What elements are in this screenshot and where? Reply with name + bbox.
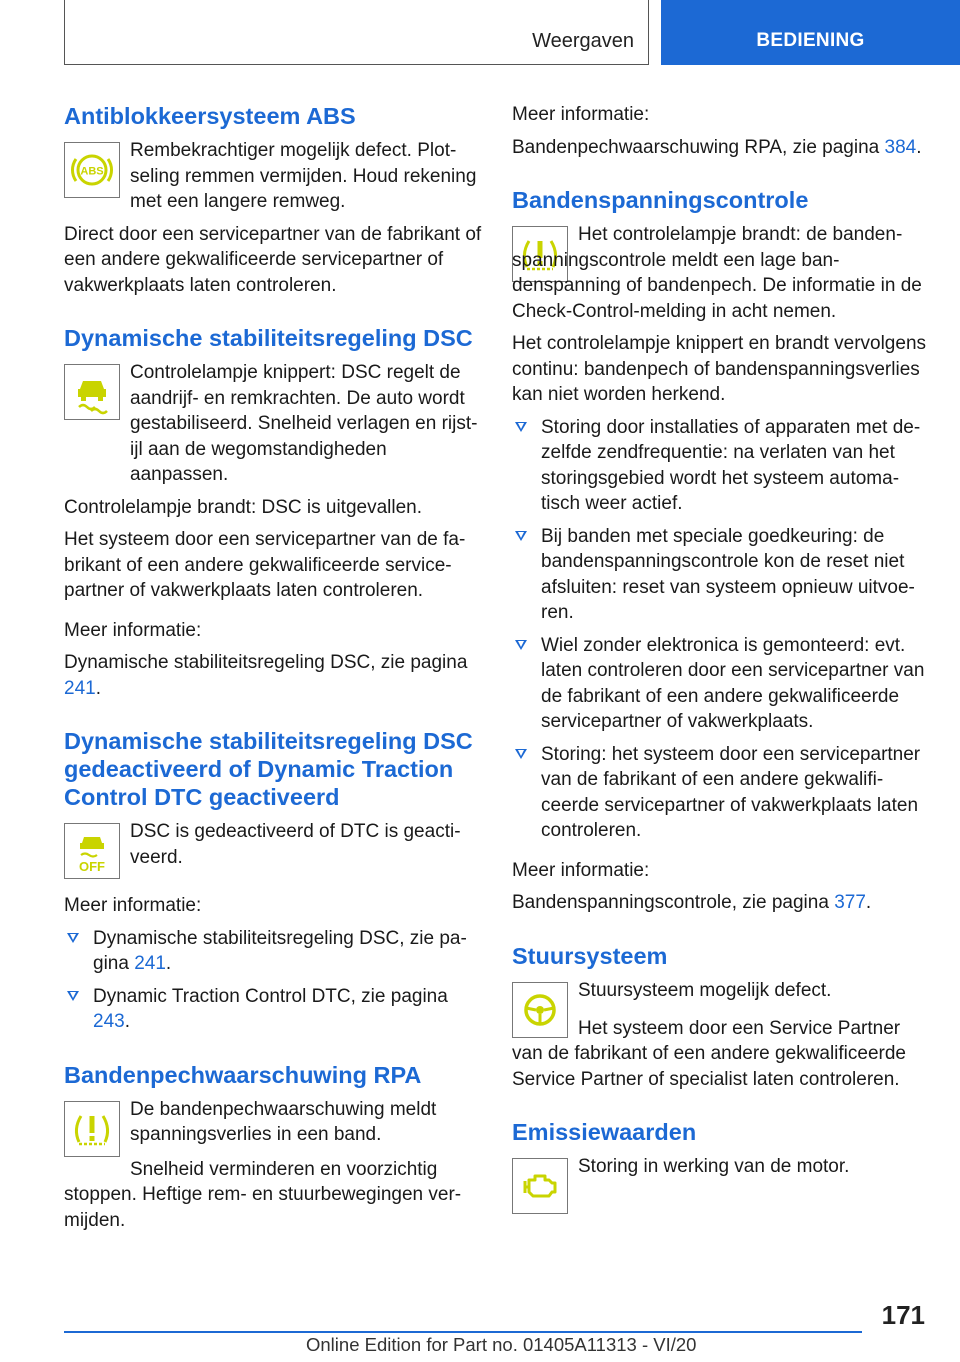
chapter-tab-label: BEDIENING [756, 30, 865, 51]
steering-warning-icon [512, 982, 568, 1038]
page-link-377[interactable]: 377 [834, 892, 866, 913]
heading-abs: Antiblokkeersysteem ABS [64, 103, 356, 129]
dsc-more-info: Meer informatie: [64, 619, 202, 641]
tire-pressure-warning-icon [64, 1101, 120, 1157]
list-item: Wiel zonder elektronica is gemonteerd: evt. laten controleren door een servicepartner van de fabrikant of een andere gekwalificeerde servicepartner of vakwerkplaats. [512, 633, 930, 735]
dtc-reference-list [64, 926, 482, 1035]
section-title: Weergaven [532, 30, 634, 52]
heading-steering: Stuursysteem [512, 942, 668, 969]
right-column [512, 102, 930, 1214]
heading-tpms: Bandenspanningscontrole [512, 187, 809, 213]
heading-dsc: Dynamische stabiliteitsregeling DSC [64, 325, 473, 351]
heading-emissions: Emissiewaarden [512, 1119, 697, 1145]
tpms-bullet-list [512, 415, 930, 844]
dsc-icon [64, 364, 120, 420]
footer-rule [64, 1331, 862, 1333]
svg-text:ABS: ABS [80, 165, 104, 178]
abs-icon-row [64, 138, 482, 222]
header-section-box [64, 0, 649, 65]
dsc-text-2: Controlelampje brandt: DSC is uitgevallen. [64, 496, 423, 518]
chapter-tab[interactable] [661, 0, 960, 65]
page-link-241[interactable]: 241 [64, 677, 96, 699]
list-item: Bij banden met speciale goedkeuring: de bandenspanningscontrole kon de reset niet afsluiten: reset van systeem opnieuw uitvoeren. [512, 524, 930, 626]
rpa-text-1: De bandenpechwaarschuwing meldt spanningsverlies in een band. [130, 1098, 437, 1145]
rpa-text-2: Snelheid verminderen en voorzichtig stoppen. Heftige rem- en stuurbewegingen vermijden. [64, 1158, 462, 1231]
steering-text-1: Stuursysteem mogelijk defect. [578, 979, 832, 1001]
svg-text:OFF: OFF [79, 859, 105, 874]
dsc-reference: Dynamische stabiliteitsregeling DSC, zie pagina 241. [64, 652, 468, 699]
dsc-icon-row [64, 360, 482, 495]
emissions-icon-row [512, 1154, 930, 1214]
tpms-reference: Bandenspanningscontrole, zie pagina 377. [512, 892, 872, 913]
abs-warning-icon [64, 142, 120, 198]
heading-rpa: Bandenpechwaarschuwing RPA [64, 1061, 422, 1088]
tpms-text-2: Het controlelampje knippert en brandt vervolgens continu: bandenpech of bandenspanningsverlies kan niet worden herkend. [512, 333, 927, 405]
list-item: Dynamic Traction Control DTC, zie pagina 243. [64, 984, 482, 1035]
rpa-more-info: Meer informatie: [512, 104, 650, 125]
dtc-text-1: DSC is gedeactiveerd of DTC is geactiveerd. [130, 821, 461, 868]
abs-text-2: Direct door een servicepartner van de fabrikant of een andere gekwalificeerde servicepartner of vakwerkplaats laten controleren. [64, 223, 482, 296]
rpa-icon-row [64, 1097, 482, 1157]
list-item: Storing: het systeem door een servicepartner van de fabrikant of een andere gekwalificeerde servicepartner of vakwerkplaats laten controleren. [512, 742, 930, 844]
list-item: Dynamische stabiliteitsregeling DSC, zie pagina 241. [64, 926, 482, 977]
dsc-text-3: Het systeem door een servicepartner van de fabrikant of een andere gekwalificeerde servicepartner of vakwerkplaats laten controleren. [64, 529, 466, 601]
engine-check-icon [512, 1158, 568, 1214]
footer-edition: Online Edition for Part no. 01405A11313 - VI/20 [306, 1334, 697, 1355]
page-link-243[interactable]: 243 [93, 1011, 125, 1032]
dtc-icon-row [64, 819, 482, 879]
rpa-reference: Bandenpechwaarschuwing RPA, zie pagina 384. [512, 136, 922, 158]
list-item: Storing door installaties of apparaten met dezelfde zendfrequentie: na verlaten van het storingsgebied wordt het systeem automatisch weer actief. [512, 415, 930, 517]
dsc-off-icon [64, 823, 120, 879]
page-number: 171 [881, 1300, 925, 1330]
dsc-text-1: Controlelampje knippert: DSC regelt de aandrijf- en remkrachten. De auto wordt gestabiliseerd. Snelheid verlagen en rijstijl aan de wegomstandigheden aanpassen. [130, 362, 478, 485]
page-link-241[interactable]: 241 [134, 953, 166, 974]
dtc-more-info: Meer informatie: [64, 895, 202, 916]
left-column [64, 102, 482, 1240]
steering-text-2: Het systeem door een Service Partner van de fabrikant of een andere gekwalificeerde Service Partner of specialist laten controleren. [512, 1017, 906, 1090]
page-link-384[interactable]: 384 [884, 136, 917, 158]
emissions-text-1: Storing in werking van de motor. [578, 1156, 850, 1177]
heading-dtc: Dynamische stabiliteitsregeling DSC gedeactiveerd of Dynamic Traction Control DTC geactiveerd [64, 728, 473, 810]
tpms-text-1: Het controlelampje brandt: de bandenspanningscontrole meldt een lage bandenspanning of bandenpech. De informatie in de Check-Control-melding in acht nemen. [512, 224, 922, 322]
tpms-more-info: Meer informatie: [512, 859, 650, 881]
abs-text-1: Rembekrachtiger mogelijk defect. Plotseling remmen vermijden. Houd rekening met een langere remweg. [130, 140, 477, 212]
